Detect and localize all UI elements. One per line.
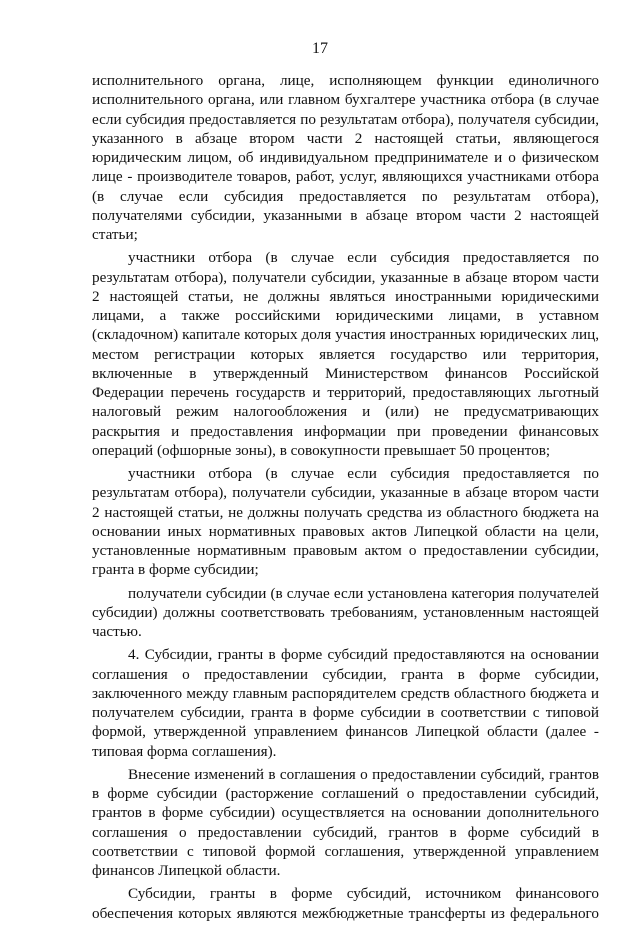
paragraph-agreement: 4. Субсидии, гранты в форме субсидий предоставляются на основании соглашения о предоставлении субсидии, гранта в форме субсидии, заключенного между главным распорядителем средств областного бюджета и получателем субсидии, гранта в форме субсидии в соответствии с типовой формой, утвержденной управлением финансов Липецкой области (далее - типовая форма соглашения).	[92, 646, 599, 760]
paragraph-regional-budget: участники отбора (в случае если субсидия предоставляется по результатам отбора), получатели субсидии, указанные в абзаце втором части 2 настоящей статьи, не должны получать средства из областного бюджета на основании иных нормативных правовых актов Липецкой области на цели, установленные нормативным правовым актом о предоставлении субсидии, гранта в форме субсидии;	[92, 465, 599, 579]
document-body	[92, 71, 599, 927]
paragraph-federal-transfers: Субсидии, гранты в форме субсидий, источником финансового обеспечения которых являются межбюджетные трансферты из федерального	[92, 885, 599, 922]
paragraph-foreign-entities: участники отбора (в случае если субсидия предоставляется по результатам отбора), получатели субсидии, указанные в абзаце втором части 2 настоящей статьи, не должны являться иностранными юридическими лицами, а также российскими юридическими лицами, в уставном (складочном) капитале которых доля участия иностранных юридических лиц, местом регистрации которых является государство или территория, включенные в утвержденный Министерством финансов Российской Федерации перечень государств и территорий, предоставляющих льготный налоговый режим налогообложения и (или) не предусматривающих раскрытия и предоставления информации при проведении финансовых операций (офшорные зоны), в совокупности превышает 50 процентов;	[92, 249, 599, 459]
paragraph-amendments: Внесение изменений в соглашения о предоставлении субсидий, грантов в форме субсидии (расторжение соглашений о предоставлении субсидий, грантов в форме субсидии) осуществляется на основании дополнительного соглашения о предоставлении субсидий, грантов в форме субсидий в соответствии с типовой формой соглашения, утвержденной управлением финансов Липецкой области.	[92, 765, 599, 879]
paragraph-continued: исполнительного органа, лице, исполняющем функции единоличного исполнительного органа, или главном бухгалтере участника отбора (в случае если субсидия предоставляется по результатам отбора), получателя субсидии, указанного в абзаце втором части 2 настоящей статьи, являющегося юридическим лицом, об индивидуальном предпринимателе и о физическом лице - производителе товаров, работ, услуг, являющихся участниками отбора (в случае если субсидия предоставляется по результатам отбора), получателями субсидии, указанными в абзаце втором части 2 настоящей статьи;	[92, 72, 599, 243]
paragraph-recipient-category: получатели субсидии (в случае если установлена категория получателей субсидии) должны соответствовать требованиям, установленным настоящей частью.	[92, 584, 599, 640]
page-number: 17	[312, 40, 328, 57]
